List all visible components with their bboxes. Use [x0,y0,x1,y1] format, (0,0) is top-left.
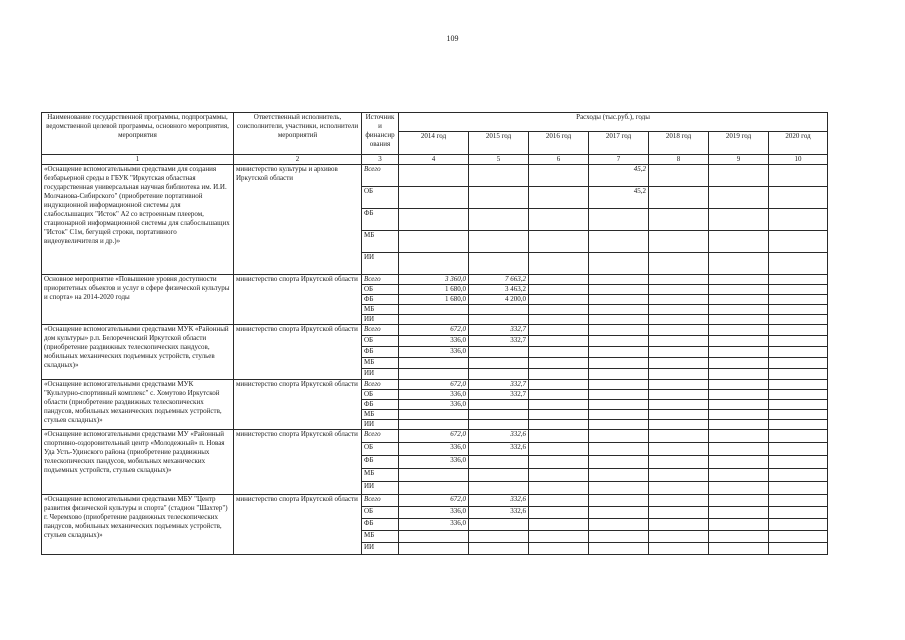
amount-cell [589,209,649,231]
amount-cell [709,347,769,358]
amount-cell [589,420,649,430]
amount-cell [469,420,529,430]
responsible-cell: министерство спорта Иркутской области [234,430,362,495]
amount-cell [649,369,709,380]
amount-cell: 332,6 [469,430,529,443]
amount-cell [469,315,529,325]
amount-cell [589,231,649,253]
amount-cell [649,390,709,400]
amount-cell [649,443,709,456]
amount-cell [649,495,709,507]
amount-cell [589,400,649,410]
amount-cell [399,187,469,209]
amount-cell [769,400,828,410]
amount-cell [709,469,769,482]
amount-cell [529,315,589,325]
amount-cell [399,410,469,420]
funding-source-cell: ОБ [362,336,399,347]
amount-cell: 672,0 [399,325,469,336]
amount-cell [769,325,828,336]
amount-cell [769,390,828,400]
header-year: 2018 год [649,132,709,155]
amount-cell [709,336,769,347]
amount-cell: 7 663,2 [469,275,529,285]
amount-cell [529,410,589,420]
amount-cell [709,295,769,305]
amount-cell [399,482,469,495]
amount-cell [529,380,589,390]
amount-cell [589,305,649,315]
funding-source-cell: ФБ [362,347,399,358]
amount-cell [529,443,589,456]
amount-cell [649,482,709,495]
amount-cell [709,390,769,400]
amount-cell [769,305,828,315]
amount-cell [709,420,769,430]
header-year: 2015 год [469,132,529,155]
amount-cell [469,456,529,469]
amount-cell [529,531,589,543]
amount-cell [589,380,649,390]
page-number: 109 [446,34,459,43]
amount-cell [769,347,828,358]
amount-cell [709,325,769,336]
amount-cell [649,187,709,209]
amount-cell [589,495,649,507]
amount-cell [649,430,709,443]
amount-cell [709,531,769,543]
amount-cell [769,285,828,295]
amount-cell [649,315,709,325]
header-year: 2019 год [709,132,769,155]
amount-cell [469,165,529,187]
program-name-cell: «Оснащение вспомогательными средствами МУК "Культурно-спортивный комплекс" с. Хомутово Иркутской области (приобретение раздвижных телескопических пандусов, мобильных механических подъемных устройств, стульев складных)» [42,380,234,430]
funding-source-cell: Всего [362,325,399,336]
amount-cell [709,495,769,507]
amount-cell [709,165,769,187]
amount-cell [399,253,469,275]
amount-cell: 672,0 [399,380,469,390]
amount-cell [529,400,589,410]
amount-cell [709,443,769,456]
amount-cell [769,456,828,469]
amount-cell [529,369,589,380]
header-source: Источник и финансир ования [362,113,399,155]
amount-cell [399,315,469,325]
funding-source-cell: Всего [362,495,399,507]
amount-cell [529,347,589,358]
amount-cell [469,410,529,420]
funding-source-cell: ФБ [362,456,399,469]
amount-cell [469,347,529,358]
amount-cell [529,253,589,275]
amount-cell [709,231,769,253]
amount-cell [709,456,769,469]
amount-cell [649,285,709,295]
amount-cell [399,420,469,430]
amount-cell [649,336,709,347]
amount-cell: 336,0 [399,336,469,347]
amount-cell [589,358,649,369]
amount-cell [769,209,828,231]
amount-cell [589,543,649,555]
amount-cell [709,400,769,410]
amount-cell [399,543,469,555]
amount-cell [769,358,828,369]
amount-cell [399,231,469,253]
amount-cell [529,187,589,209]
amount-cell [529,209,589,231]
table-row [42,380,828,390]
table-row [42,275,828,285]
amount-cell [399,469,469,482]
amount-cell [529,495,589,507]
amount-cell [589,469,649,482]
amount-cell [709,253,769,275]
amount-cell [769,531,828,543]
amount-cell [649,543,709,555]
amount-cell [529,295,589,305]
amount-cell [649,469,709,482]
amount-cell: 332,7 [469,380,529,390]
amount-cell [649,358,709,369]
amount-cell [469,209,529,231]
responsible-cell: министерство культуры и архивов Иркутской области [234,165,362,275]
funding-source-cell: Всего [362,380,399,390]
column-number: 4 [399,155,469,165]
responsible-cell: министерство спорта Иркутской области [234,495,362,555]
header-year: 2017 год [589,132,649,155]
amount-cell [399,531,469,543]
funding-source-cell: МБ [362,469,399,482]
header-program-name: Наименование государственной программы, подпрограммы, ведомственной целевой программы, основного мероприятия, мероприятия [42,113,234,155]
amount-cell [529,275,589,285]
amount-cell [709,209,769,231]
responsible-cell: министерство спорта Иркутской области [234,380,362,430]
amount-cell: 672,0 [399,430,469,443]
amount-cell [589,531,649,543]
funding-source-cell: МБ [362,231,399,253]
amount-cell [589,253,649,275]
amount-cell: 4 200,0 [469,295,529,305]
column-number: 1 [42,155,234,165]
funding-source-cell: МБ [362,531,399,543]
responsible-cell: министерство спорта Иркутской области [234,325,362,380]
column-number: 7 [589,155,649,165]
amount-cell [589,390,649,400]
column-number: 5 [469,155,529,165]
column-number: 3 [362,155,399,165]
program-name-cell: «Оснащение вспомогательными средствами для создания безбарьерной среды в ГБУК "Иркутская областная государственная универсальная научная библиотека им. И.И. Молчанова-Сибирского" (приобретение портативной индукционной информационной системы для слабослышащих "Исток" А2 со встроенным плеером, стационарной информационной системы для слабослышащих "Исток" С1м, бегущей строки, портативного видеоувеличителя и др.)» [42,165,234,275]
amount-cell: 332,6 [469,443,529,456]
amount-cell [769,187,828,209]
amount-cell [709,380,769,390]
amount-cell: 672,0 [399,495,469,507]
amount-cell: 1 680,0 [399,295,469,305]
amount-cell [529,420,589,430]
amount-cell [529,390,589,400]
amount-cell [709,507,769,519]
amount-cell [589,482,649,495]
program-name-cell: «Оснащение вспомогательными средствами МБУ "Центр развития физической культуры и спорта" (стадион "Шахтер") г. Черемхово (приобретение раздвижных телескопических пандусов, мобильных механических подъемных устройств, стульев складных)» [42,495,234,555]
amount-cell [469,543,529,555]
amount-cell [769,507,828,519]
amount-cell [589,456,649,469]
table-row [42,430,828,443]
amount-cell [529,519,589,531]
amount-cell [529,430,589,443]
amount-cell: 45,2 [589,165,649,187]
header-responsible: Ответственный исполнитель, соисполнители, участники, исполнители мероприятий [234,113,362,155]
amount-cell [649,410,709,420]
column-number: 9 [709,155,769,165]
amount-cell: 1 680,0 [399,285,469,295]
funding-source-cell: ИИ [362,369,399,380]
funding-source-cell: Всего [362,165,399,187]
amount-cell [589,325,649,336]
amount-cell: 336,0 [399,390,469,400]
amount-cell [769,369,828,380]
amount-cell: 332,7 [469,336,529,347]
funding-source-cell: Всего [362,275,399,285]
amount-cell [649,209,709,231]
amount-cell [529,285,589,295]
amount-cell [709,482,769,495]
amount-cell [529,231,589,253]
amount-cell: 332,7 [469,325,529,336]
amount-cell [649,380,709,390]
amount-cell [399,369,469,380]
amount-cell [469,253,529,275]
amount-cell [589,285,649,295]
funding-source-cell: ОБ [362,443,399,456]
amount-cell [399,358,469,369]
amount-cell: 336,0 [399,400,469,410]
header-spending: Расходы (тыс.руб.), годы [399,113,828,132]
amount-cell: 336,0 [399,519,469,531]
amount-cell [529,165,589,187]
amount-cell [529,358,589,369]
amount-cell [529,325,589,336]
funding-source-cell: ОБ [362,507,399,519]
funding-source-cell: ИИ [362,315,399,325]
amount-cell [589,369,649,380]
funding-source-cell: ИИ [362,482,399,495]
amount-cell [649,420,709,430]
funding-source-cell: ФБ [362,295,399,305]
amount-cell: 332,6 [469,495,529,507]
funding-source-cell: ФБ [362,519,399,531]
table-row [42,165,828,187]
amount-cell [769,295,828,305]
amount-cell [469,231,529,253]
column-number: 2 [234,155,362,165]
amount-cell [709,305,769,315]
amount-cell [649,531,709,543]
amount-cell: 336,0 [399,443,469,456]
amount-cell [649,507,709,519]
amount-cell [529,543,589,555]
amount-cell [709,187,769,209]
amount-cell [589,507,649,519]
amount-cell [529,456,589,469]
program-name-cell: «Оснащение вспомогательными средствами МУК «Районный дом культуры» р.п. Белореченский Иркутской области (приобретение раздвижных телескопических пандусов, мобильных механических подъемных устройств, стульев складных)» [42,325,234,380]
amount-cell [469,519,529,531]
funding-source-cell: ФБ [362,400,399,410]
amount-cell [529,482,589,495]
funding-source-cell: МБ [362,305,399,315]
funding-source-cell: ОБ [362,187,399,209]
funding-source-cell: ФБ [362,209,399,231]
amount-cell [709,285,769,295]
amount-cell [529,336,589,347]
amount-cell [469,305,529,315]
amount-cell [589,295,649,305]
amount-cell [469,469,529,482]
funding-source-cell: ОБ [362,390,399,400]
program-name-cell: Основное мероприятие «Повышение уровня доступности приоритетных объектов и услуг в сфере физической культуры и спорта» на 2014-2020 годы [42,275,234,325]
amount-cell [399,305,469,315]
amount-cell [469,187,529,209]
amount-cell: 45,2 [589,187,649,209]
funding-source-cell: МБ [362,358,399,369]
amount-cell [769,430,828,443]
amount-cell: 336,0 [399,456,469,469]
amount-cell [769,495,828,507]
header-year: 2016 год [529,132,589,155]
amount-cell [769,519,828,531]
amount-cell [469,482,529,495]
amount-cell [649,305,709,315]
amount-cell [469,358,529,369]
amount-cell [399,209,469,231]
amount-cell [589,336,649,347]
amount-cell [399,165,469,187]
amount-cell [589,410,649,420]
amount-cell [529,305,589,315]
amount-cell: 336,0 [399,507,469,519]
amount-cell [709,315,769,325]
funding-source-cell: ИИ [362,543,399,555]
amount-cell [769,231,828,253]
funding-source-cell: ИИ [362,253,399,275]
amount-cell [709,369,769,380]
amount-cell [769,315,828,325]
funding-source-cell: ИИ [362,420,399,430]
amount-cell: 332,7 [469,390,529,400]
program-name-cell: «Оснащение вспомогательными средствами МУ «Районный спортивно-оздоровительный центр «Молодежный» п. Новая Уда Усть-Удинского района (приобретение раздвижных телескопических пандусов, мобильных механических подъемных устройств, стульев складных)» [42,430,234,495]
table-row [42,325,828,336]
amount-cell [709,543,769,555]
amount-cell [709,358,769,369]
amount-cell [469,531,529,543]
amount-cell [709,519,769,531]
amount-cell: 3 360,0 [399,275,469,285]
amount-cell [769,410,828,420]
amount-cell [709,275,769,285]
amount-cell [649,253,709,275]
amount-cell [769,275,828,285]
amount-cell: 336,0 [399,347,469,358]
amount-cell [709,430,769,443]
amount-cell: 3 463,2 [469,285,529,295]
amount-cell [649,519,709,531]
amount-cell [469,369,529,380]
column-number: 8 [649,155,709,165]
column-number: 6 [529,155,589,165]
amount-cell [649,400,709,410]
amount-cell [769,482,828,495]
amount-cell [589,347,649,358]
header-year: 2014 год [399,132,469,155]
budget-table [41,112,828,555]
amount-cell [589,443,649,456]
amount-cell [589,430,649,443]
amount-cell [769,253,828,275]
amount-cell [649,231,709,253]
funding-source-cell: ОБ [362,285,399,295]
funding-source-cell: МБ [362,410,399,420]
amount-cell [769,543,828,555]
amount-cell [649,347,709,358]
amount-cell [649,325,709,336]
amount-cell [529,507,589,519]
amount-cell [769,380,828,390]
amount-cell [649,165,709,187]
amount-cell [589,275,649,285]
amount-cell [769,420,828,430]
amount-cell: 332,6 [469,507,529,519]
amount-cell [469,400,529,410]
amount-cell [769,443,828,456]
amount-cell [529,469,589,482]
column-number: 10 [769,155,828,165]
amount-cell [649,295,709,305]
responsible-cell: министерство спорта Иркутской области [234,275,362,325]
amount-cell [769,165,828,187]
table-row [42,495,828,507]
amount-cell [709,410,769,420]
amount-cell [769,469,828,482]
funding-source-cell: Всего [362,430,399,443]
amount-cell [589,315,649,325]
amount-cell [769,336,828,347]
amount-cell [649,456,709,469]
header-year: 2020 год [769,132,828,155]
amount-cell [649,275,709,285]
amount-cell [589,519,649,531]
